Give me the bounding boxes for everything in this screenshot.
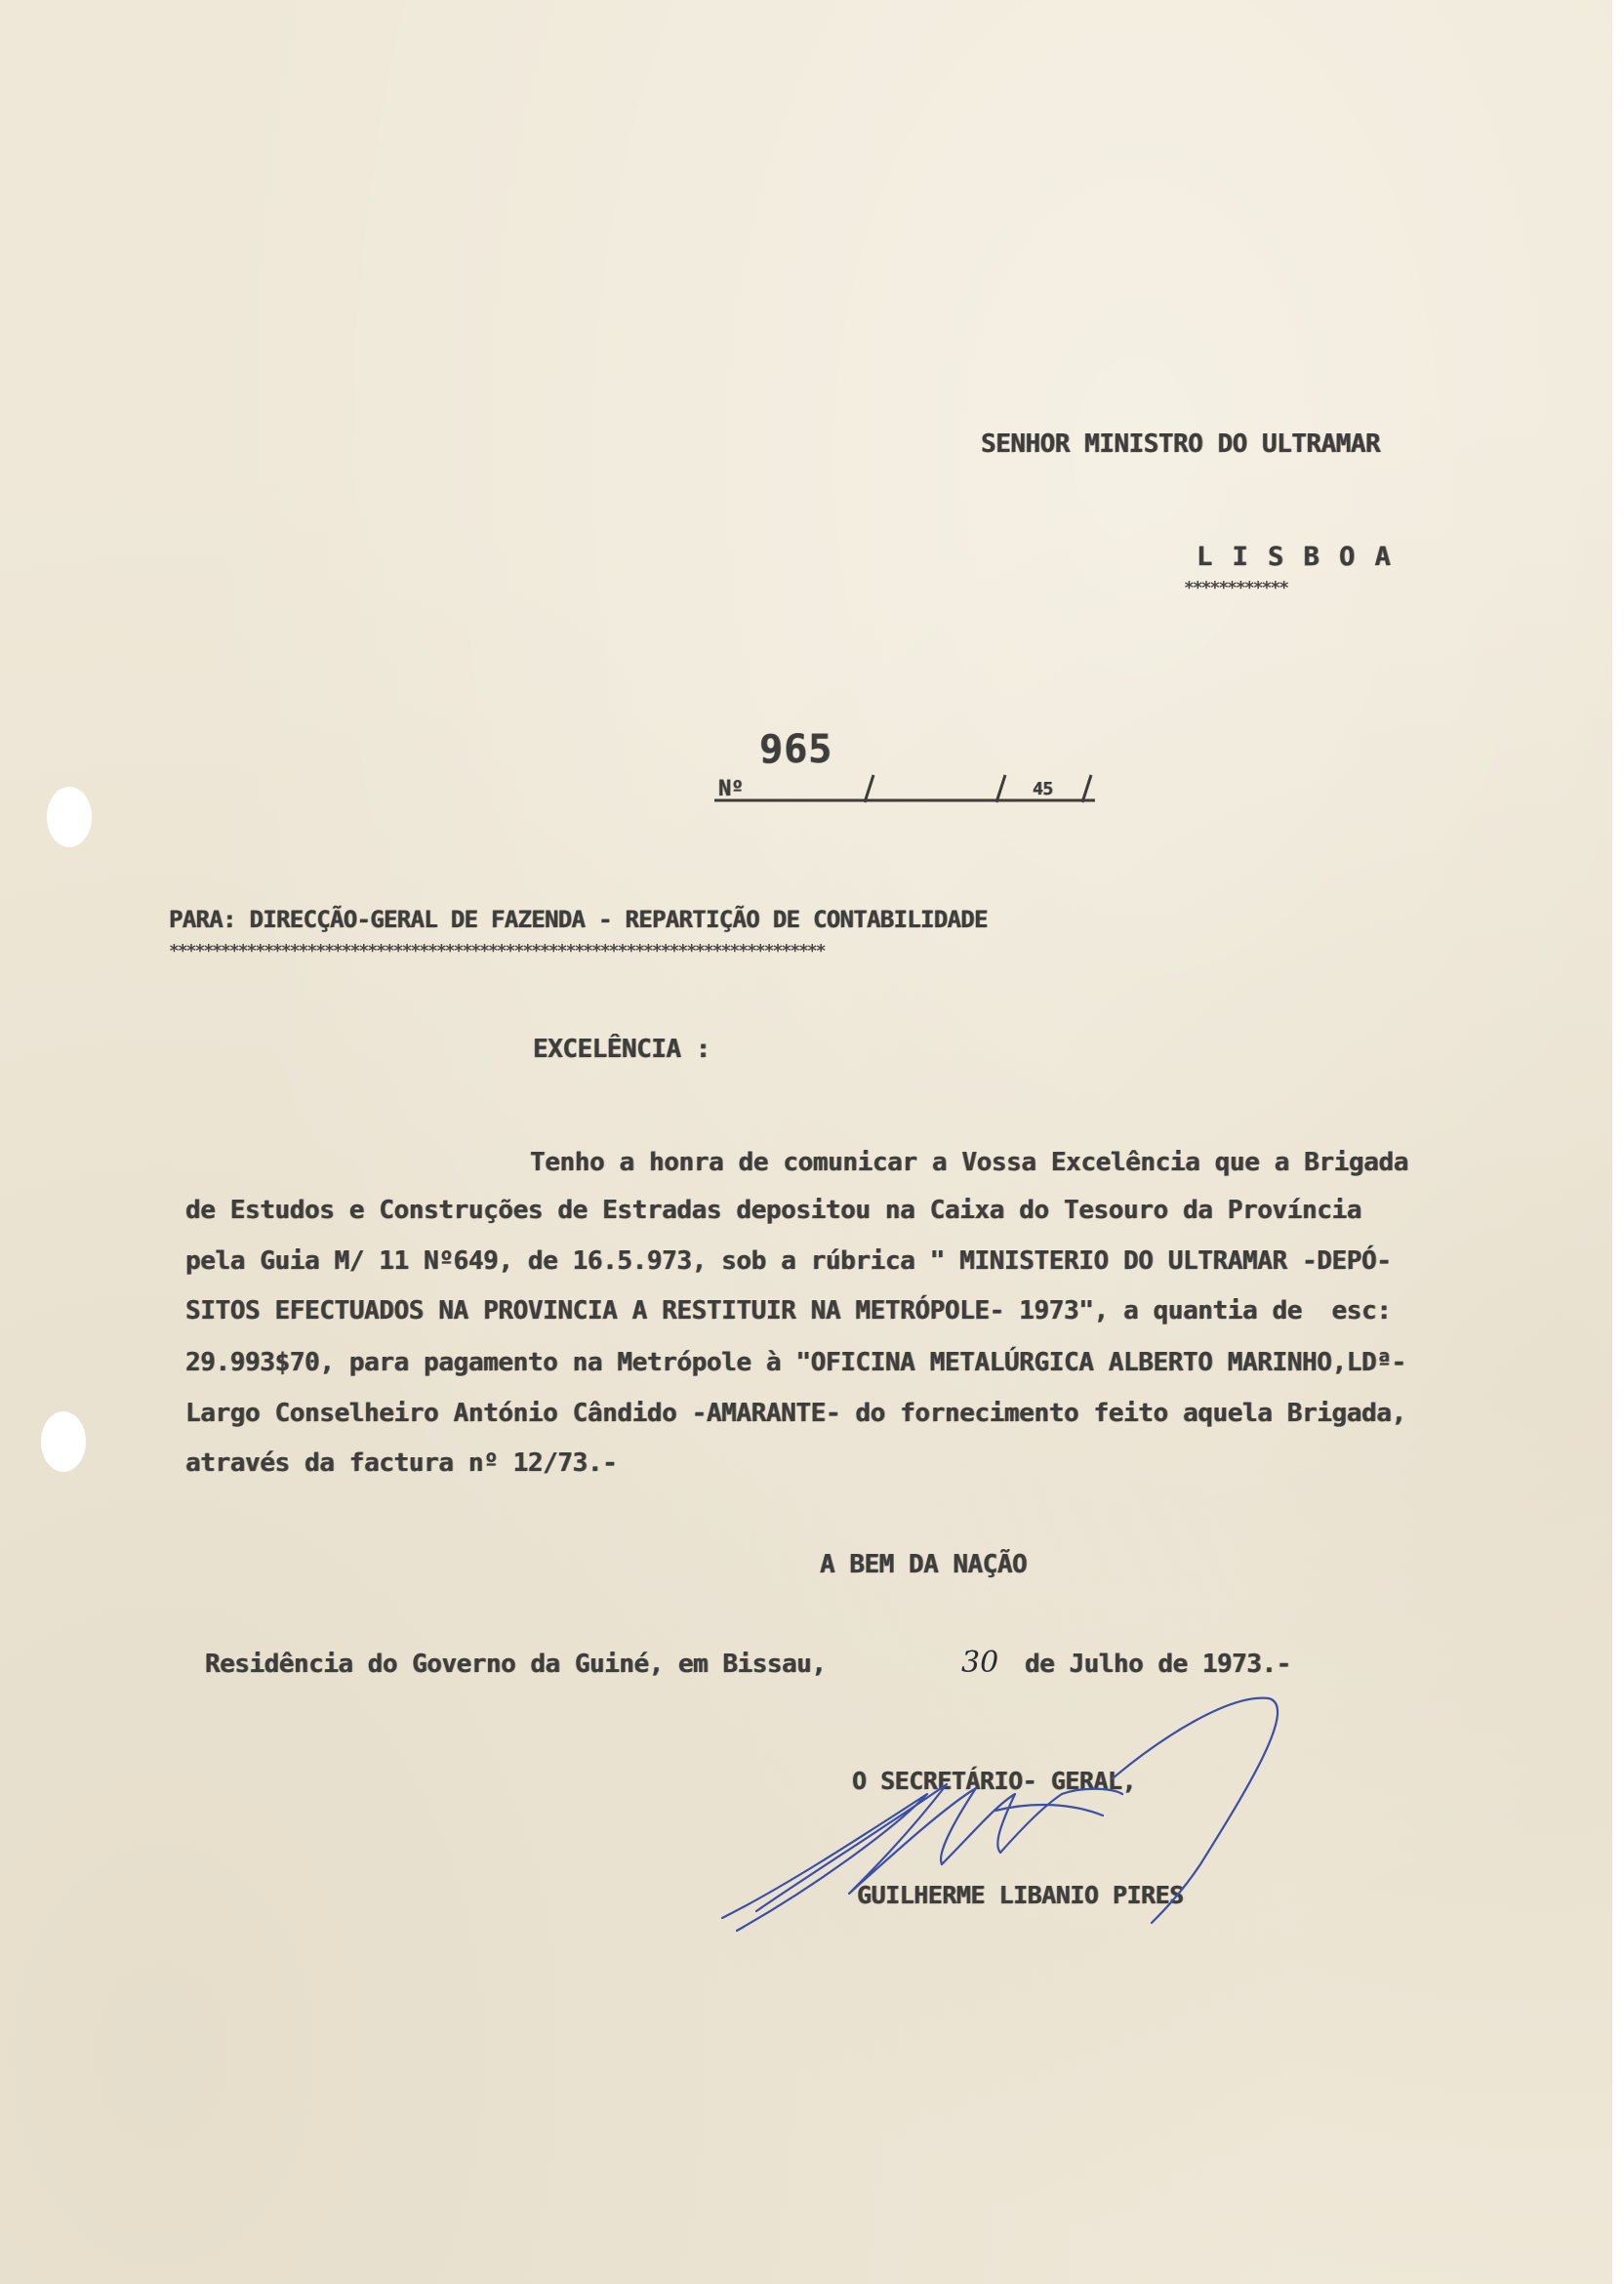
reference-number: 965: [759, 727, 833, 772]
closing: A BEM DA NAÇÃO: [820, 1550, 1028, 1579]
reference-prefix: Nº: [718, 777, 744, 801]
body-line-7: através da factura nº 12/73.-: [185, 1448, 618, 1478]
place-date-day: 30: [961, 1646, 999, 1680]
recipient-title: SENHOR MINISTRO DO ULTRAMAR: [981, 429, 1381, 459]
body-line-2: de Estudos e Construções de Estradas depositou na Caixa do Tesouro da Província: [185, 1196, 1362, 1225]
body-line-6: Largo Conselheiro António Cândido -AMARANTE- do fornecimento feito aquela Brigada,: [185, 1399, 1406, 1428]
punch-hole-top: [47, 787, 92, 847]
punch-hole-bottom: [41, 1411, 86, 1472]
signatory-role: O SECRETÁRIO- GERAL,: [852, 1767, 1137, 1795]
recipient-city: L I S B O A: [1197, 542, 1393, 572]
salutation: EXCELÊNCIA :: [533, 1035, 710, 1064]
body-line-1: Tenho a honra de comunicar a Vossa Excelência que a Brigada: [530, 1148, 1408, 1177]
addressee-underline: ****************************************************************************: [169, 943, 825, 960]
signatory-name: GUILHERME LIBANIO PIRES: [857, 1881, 1184, 1909]
body-line-3: pela Guia M/ 11 Nº649, de 16.5.973, sob a rúbrica " MINISTERIO DO ULTRAMAR -DEPÓ-: [185, 1246, 1392, 1276]
body-line-4: SITOS EFECTUADOS NA PROVINCIA A RESTITUIR NA METRÓPOLE- 1973", a quantia de esc:: [185, 1296, 1392, 1326]
addressee-line: PARA: DIRECÇÃO-GERAL DE FAZENDA - REPARTIÇÃO DE CONTABILIDADE: [169, 906, 988, 933]
recipient-city-underline: ************: [1184, 580, 1288, 597]
body-line-5: 29.993$70, para pagamento na Metrópole à "OFICINA METALÚRGICA ALBERTO MARINHO,LDª-: [185, 1348, 1406, 1377]
place-date-prefix: Residência do Governo da Guiné, em Bissau,: [205, 1650, 827, 1679]
reference-suffix: 45: [1033, 779, 1053, 799]
handwritten-signature: [703, 1679, 1347, 1942]
place-date-suffix: de Julho de 1973.-: [1025, 1650, 1291, 1679]
